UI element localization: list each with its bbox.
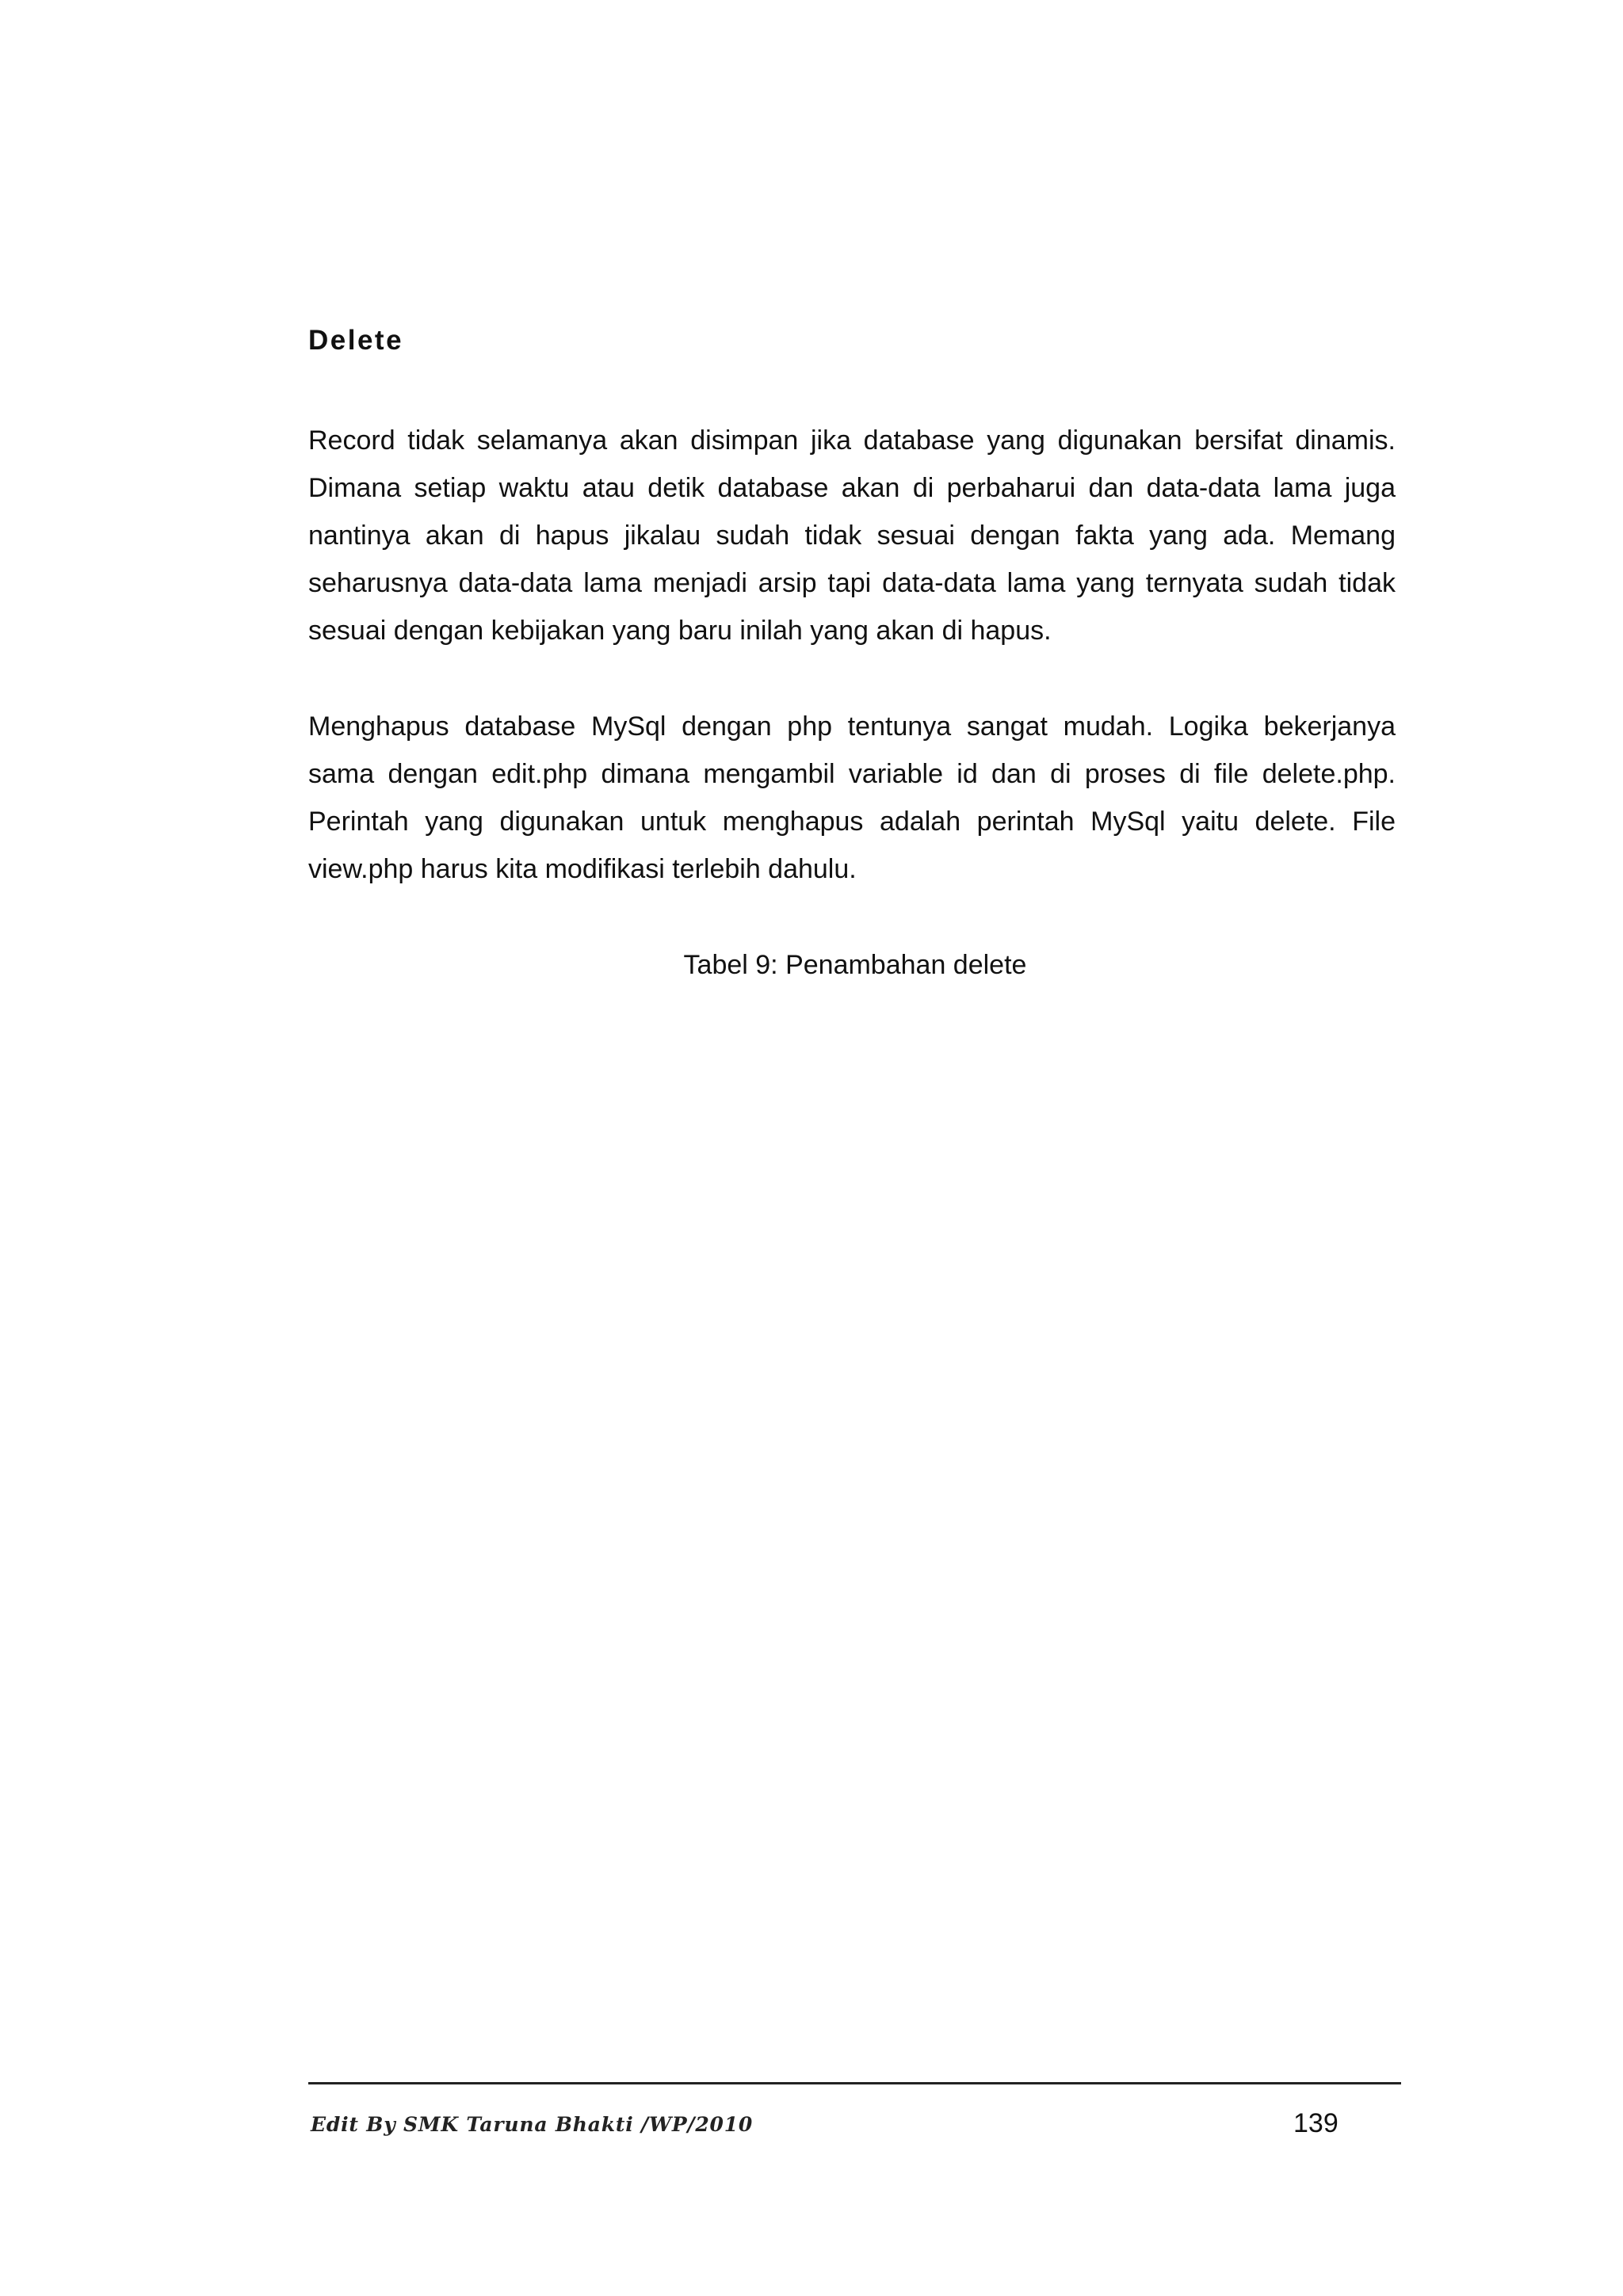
footer-divider xyxy=(308,2082,1401,2084)
table-caption: Tabel 9: Penambahan delete xyxy=(683,950,1027,980)
page-number: 139 xyxy=(1293,2108,1338,2138)
paragraph-2: Menghapus database MySql dengan php tentunya sangat mudah. Logika bekerjanya sama dengan edit.php dimana mengambil variable id dan di proses di file delete.php. Perintah yang digunakan untuk menghapus adalah perintah MySql yaitu delete. File view.php harus kita modifikasi terlebih dahulu. xyxy=(308,711,1396,884)
page-content xyxy=(308,317,1396,989)
section-heading: Delete xyxy=(308,325,404,356)
paragraph-1: Record tidak selamanya akan disimpan jika database yang digunakan bersifat dinamis. Dimana setiap waktu atau detik database akan di perbaharui dan data-data lama juga nantinya akan di hapus jikalau sudah tidak sesuai dengan fakta yang ada. Memang seharusnya data-data lama menjadi arsip tapi data-data lama yang ternyata sudah tidak sesuai dengan kebijakan yang baru inilah yang akan di hapus. xyxy=(308,425,1396,646)
footer-credit: Edit By SMK Taruna Bhakti /WP/2010 xyxy=(311,2113,754,2136)
